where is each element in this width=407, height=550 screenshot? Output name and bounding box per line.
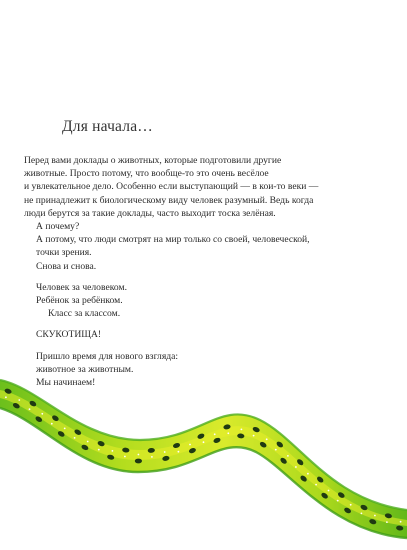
snake-dot bbox=[112, 450, 114, 452]
snake-dot bbox=[266, 438, 268, 440]
green-snake-illustration bbox=[0, 360, 407, 550]
snake-dot bbox=[295, 466, 297, 468]
repetition-line-2: Ребёнок за ребёнком. bbox=[36, 295, 123, 307]
intro-text bbox=[24, 154, 394, 389]
snake-dot bbox=[275, 449, 277, 451]
paragraph-line-2: животные. Просто потому, что вообще-то это очень весёлое bbox=[24, 168, 269, 180]
snake-dot bbox=[400, 521, 402, 523]
snake-dot bbox=[178, 451, 180, 453]
snake-dot bbox=[98, 449, 100, 451]
dialogue-answer-line-2: точки зрения. bbox=[36, 247, 92, 259]
paragraph-line-1: Перед вами доклады о животных, которые подготовили другие bbox=[24, 155, 282, 166]
ending-line-2: животное за животным. bbox=[36, 363, 134, 375]
snake-dot bbox=[337, 500, 339, 502]
snake-dot bbox=[18, 399, 20, 401]
snake-highlight bbox=[0, 390, 407, 526]
dialogue-again: Снова и снова. bbox=[36, 260, 97, 272]
snake-dot bbox=[164, 451, 166, 453]
snake-dot bbox=[203, 441, 205, 443]
snake-dot bbox=[253, 435, 255, 437]
snake-dot bbox=[64, 428, 66, 430]
snake-dot bbox=[5, 396, 7, 398]
snake-dot bbox=[386, 521, 388, 523]
snake-dot bbox=[287, 455, 289, 457]
repetition-line-3: Класс за классом. bbox=[48, 308, 121, 320]
snake-dot bbox=[214, 433, 216, 435]
paragraph-line-3: и увлекательное дело. Особенно если выступающий — в кои-то веки — bbox=[24, 181, 319, 193]
snake-dot bbox=[189, 444, 191, 446]
snake-dot bbox=[87, 441, 89, 443]
snake-dot bbox=[74, 437, 76, 439]
repetition-line-1: Человек за человеком. bbox=[36, 281, 127, 293]
dialogue-answer-line-1: А потому, что люди смотрят на мир только со своей, человеческой, bbox=[36, 234, 310, 246]
paragraph-line-4: не принадлежит к биологическому виду человек разумный. Ведь когда bbox=[24, 194, 314, 206]
snake-dot bbox=[138, 454, 140, 456]
paragraph-line-5: люди берутся за такие доклады, часто выходит тоска зелёная. bbox=[24, 207, 276, 219]
snake-dot bbox=[374, 515, 376, 517]
snake-dot bbox=[350, 504, 352, 506]
snake-dot bbox=[361, 513, 363, 515]
snake-dot bbox=[124, 456, 126, 458]
snake-dot bbox=[328, 490, 330, 492]
snake-spot bbox=[135, 459, 142, 464]
ending-line-3: Мы начинаем! bbox=[36, 377, 96, 389]
ending-line-1: Пришло время для нового взгляда: bbox=[36, 350, 179, 362]
page-heading: Для начала… bbox=[62, 118, 153, 135]
snake-dot bbox=[307, 473, 309, 475]
boring-exclamation: СКУКОТИЩА! bbox=[36, 329, 102, 341]
snake-dot bbox=[41, 413, 43, 415]
snake-dot bbox=[51, 423, 53, 425]
dialogue-question: А почему? bbox=[36, 221, 80, 233]
snake-dot bbox=[315, 484, 317, 486]
snake-body bbox=[0, 380, 407, 538]
snake-dot bbox=[241, 429, 243, 431]
snake-dot bbox=[227, 432, 229, 434]
snake-dot bbox=[151, 456, 153, 458]
snake-dot bbox=[29, 408, 31, 410]
